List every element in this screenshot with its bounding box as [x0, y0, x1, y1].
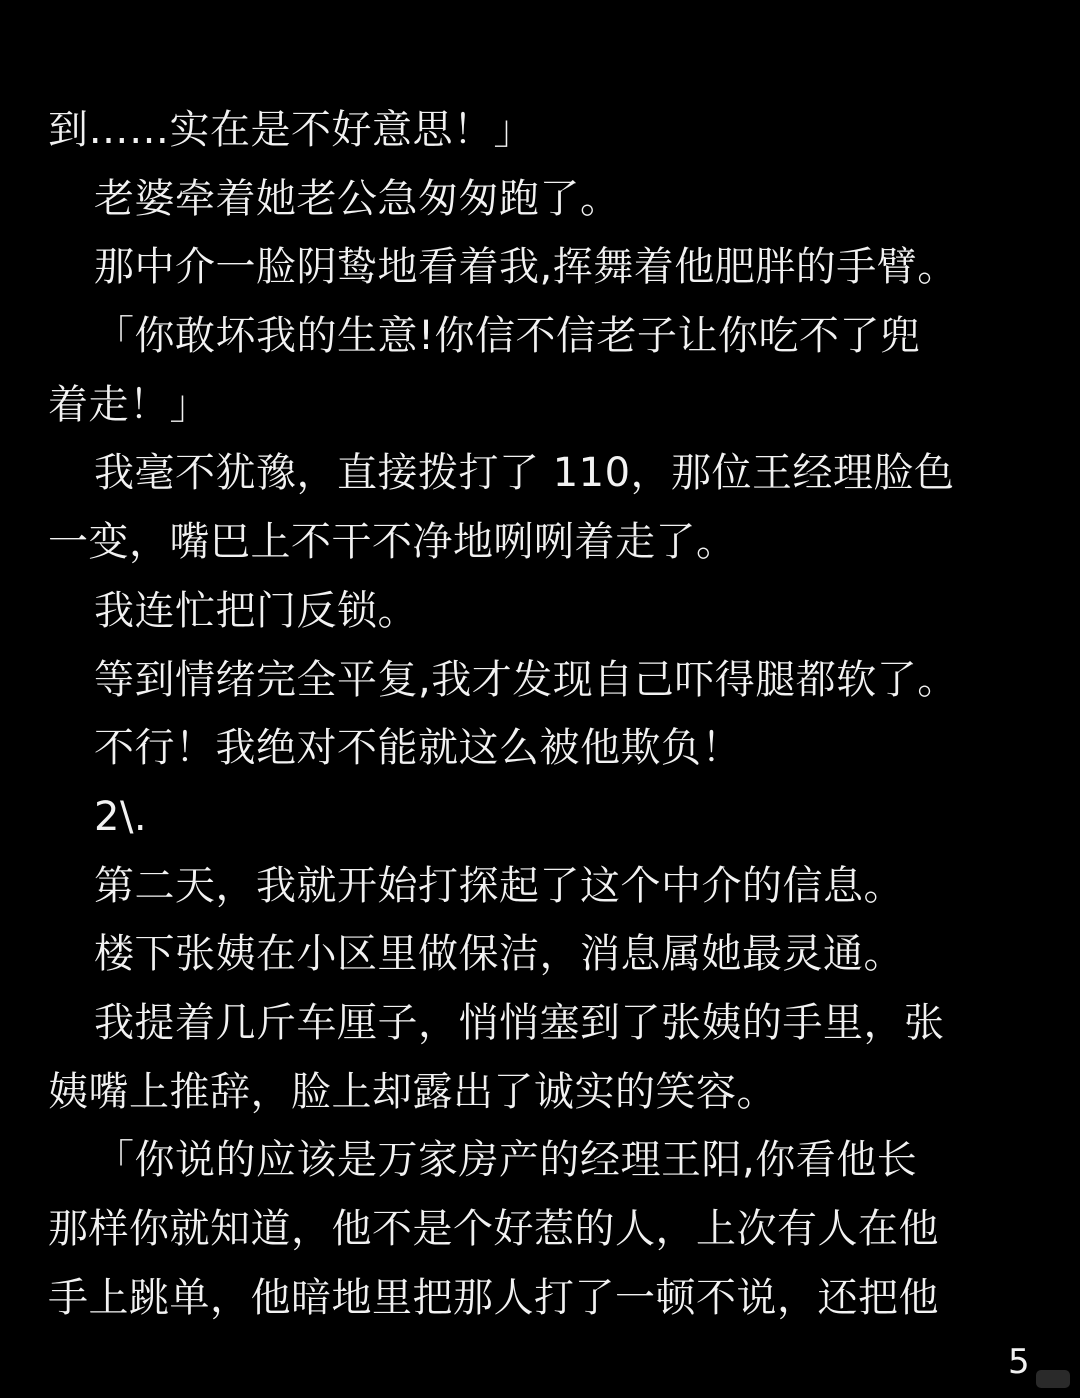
page-number: 5: [1008, 1342, 1030, 1382]
story-text: [48, 96, 1058, 1332]
text-line: 老婆牵着她老公急匆匆跑了。: [94, 175, 621, 222]
text-line: 「你说的应该是万家房产的经理王阳,你看他长: [94, 1137, 918, 1184]
text-line: 楼下张姨在小区里做保洁，消息属她最灵通。: [94, 931, 904, 978]
text-line: 一变，嘴巴上不干不净地咧咧着走了。: [48, 519, 737, 566]
text-line: 那中介一脸阴鸷地看着我,挥舞着他肥胖的手臂。: [94, 244, 958, 291]
text-line: 着走！」: [48, 381, 210, 428]
text-line: 第二天，我就开始打探起了这个中介的信息。: [94, 862, 904, 909]
text-line: 不行！我绝对不能就这么被他欺负！: [94, 725, 742, 772]
text-line: 手上跳单，他暗地里把那人打了一顿不说，还把他: [48, 1274, 939, 1321]
text-line: 我提着几斤车厘子，悄悄塞到了张姨的手里，张: [94, 999, 945, 1046]
section-number: 2\.: [94, 793, 148, 840]
watermark-logo: [1036, 1370, 1070, 1388]
text-line: 我连忙把门反锁。: [94, 587, 418, 634]
text-line: 我毫不犹豫，直接拨打了 110，那位王经理脸色: [94, 450, 955, 497]
text-line: 那样你就知道，他不是个好惹的人，上次有人在他: [48, 1206, 939, 1252]
text-line: 「你敢坏我的生意!你信不信老子让你吃不了兜: [94, 313, 921, 360]
text-line: 姨嘴上推辞，脸上却露出了诚实的笑容。: [48, 1068, 777, 1115]
text-line: 等到情绪完全平复,我才发现自己吓得腿都软了。: [94, 656, 958, 703]
text-line: 到……实在是不好意思！」: [48, 107, 534, 153]
